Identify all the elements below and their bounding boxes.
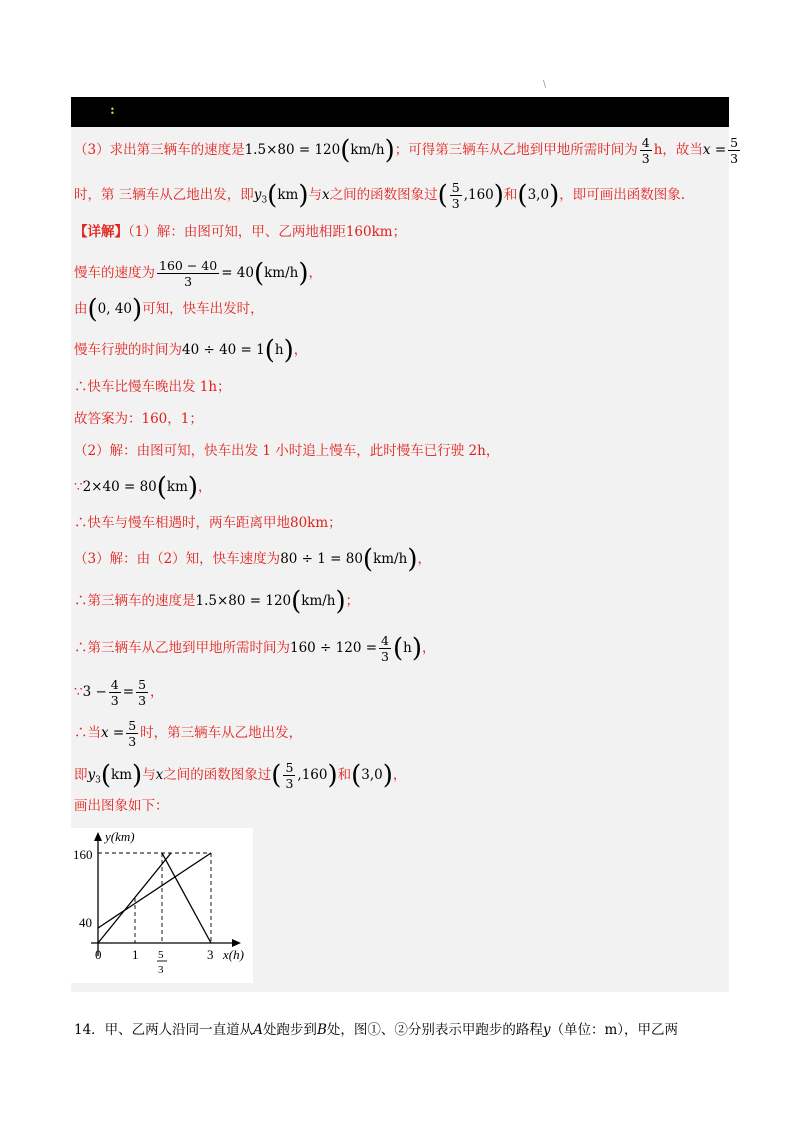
fast-car-line — [98, 853, 171, 943]
x-axis-arrow — [232, 939, 241, 947]
header-colon: : — [110, 103, 115, 118]
solution-line-6: 故答案为：160，1； — [74, 411, 203, 427]
fraction: $\frac{5}{3}$ — [285, 760, 294, 791]
corner-mark: \ — [543, 80, 547, 90]
x-axis-label: x(h) — [223, 947, 244, 962]
question-14: 14．甲、乙两人沿同一直道从A处跑步到B处，图①、②分别表示甲跑步的路程y（单位：m），甲乙两 — [74, 1022, 679, 1038]
header-bar — [71, 97, 729, 127]
fraction: $\frac{160 - 40}{3}$ — [159, 258, 218, 289]
fraction: $\frac{4}{3}$ — [641, 135, 650, 166]
solution-line-2: 慢车的速度为 $\frac{160 - 40}{3}$ = 40(km/h)， — [74, 258, 323, 289]
solution-line-3: 由(0, 40)可知，快车出发时， — [74, 294, 264, 325]
solution-line-7: （2）解：由图可知，快车出发 1 小时追上慢车，此时慢车已行驶 2h， — [74, 443, 500, 459]
x-tick-label-0: 0 — [95, 947, 102, 962]
x-tick-label-1: 1 — [132, 947, 139, 962]
solution-line-10: （3）解：由（2）知，快车速度为80 ÷ 1 = 80(km/h)， — [74, 544, 431, 575]
solution-line-5: ∴快车比慢车晚出发 1h； — [74, 379, 231, 395]
x-tick-label-3: 3 — [207, 947, 214, 962]
fraction: $\frac{5}{3}$ — [451, 180, 460, 211]
y-axis-arrow — [94, 832, 102, 841]
fraction: $\frac{5}{3}$ — [730, 135, 739, 166]
fraction: $\frac{5}{3}$ — [138, 677, 147, 708]
solution-line-9: ∴快车与慢车相遇时，两车距离甲地80km； — [74, 515, 342, 531]
solution-line-8: ∵2×40 = 80(km)， — [74, 472, 212, 503]
solution-line-12: ∴第三辆车从乙地到甲地所需时间为160 ÷ 120 = $\frac{4}{3}$ (h)， — [74, 633, 436, 664]
hint-line-1: （3）求出第三辆车的速度是1.5×80 = 120(km/h)；可得第三辆车从乙地到甲地所需时间为 $\frac{4}{3}$ h，故当x = $\frac{5}{3}$ — [74, 135, 739, 166]
solution-line-13: ∵3 − $\frac{4}{3}$ = $\frac{5}{3}$ ， — [74, 677, 164, 708]
solution-line-16: 画出图象如下： — [74, 798, 169, 814]
y-axis-label: y(km) — [105, 829, 135, 844]
fraction: $\frac{4}{3}$ — [110, 677, 119, 708]
solution-line-1: 【详解】（1）解：由图可知，甲、乙两地相距160km； — [74, 224, 407, 240]
solution-line-4: 慢车行驶的时间为40 ÷ 40 = 1(h)， — [74, 335, 308, 366]
y-tick-label-40: 40 — [79, 915, 92, 930]
x-tick-label-5-3-den: 3 — [158, 964, 164, 976]
third-car-line — [162, 853, 211, 943]
solution-line-11: ∴第三辆车的速度是1.5×80 = 120(km/h)； — [74, 586, 360, 617]
function-graph — [71, 828, 253, 983]
solution-line-14: ∴当x = $\frac{5}{3}$ 时，第三辆车从乙地出发， — [74, 718, 303, 749]
solution-line-15: 即$y_3(km)$与x之间的函数图象过( $\frac{5}{3}$ ,160)和(3,0)， — [74, 760, 407, 791]
x-tick-label-5-3-num: 5 — [158, 949, 164, 961]
y-tick-label-160: 160 — [73, 847, 93, 862]
fraction: $\frac{5}{3}$ — [128, 718, 137, 749]
hint-line-2: 时，第 三辆车从乙地出发，即$y_3(km)$与x之间的函数图象过( $\frac{5}{3}$ ,160)和(3,0)，即可画出函数图象. — [74, 180, 686, 211]
slow-car-line — [98, 853, 211, 928]
fraction: $\frac{4}{3}$ — [381, 633, 389, 664]
